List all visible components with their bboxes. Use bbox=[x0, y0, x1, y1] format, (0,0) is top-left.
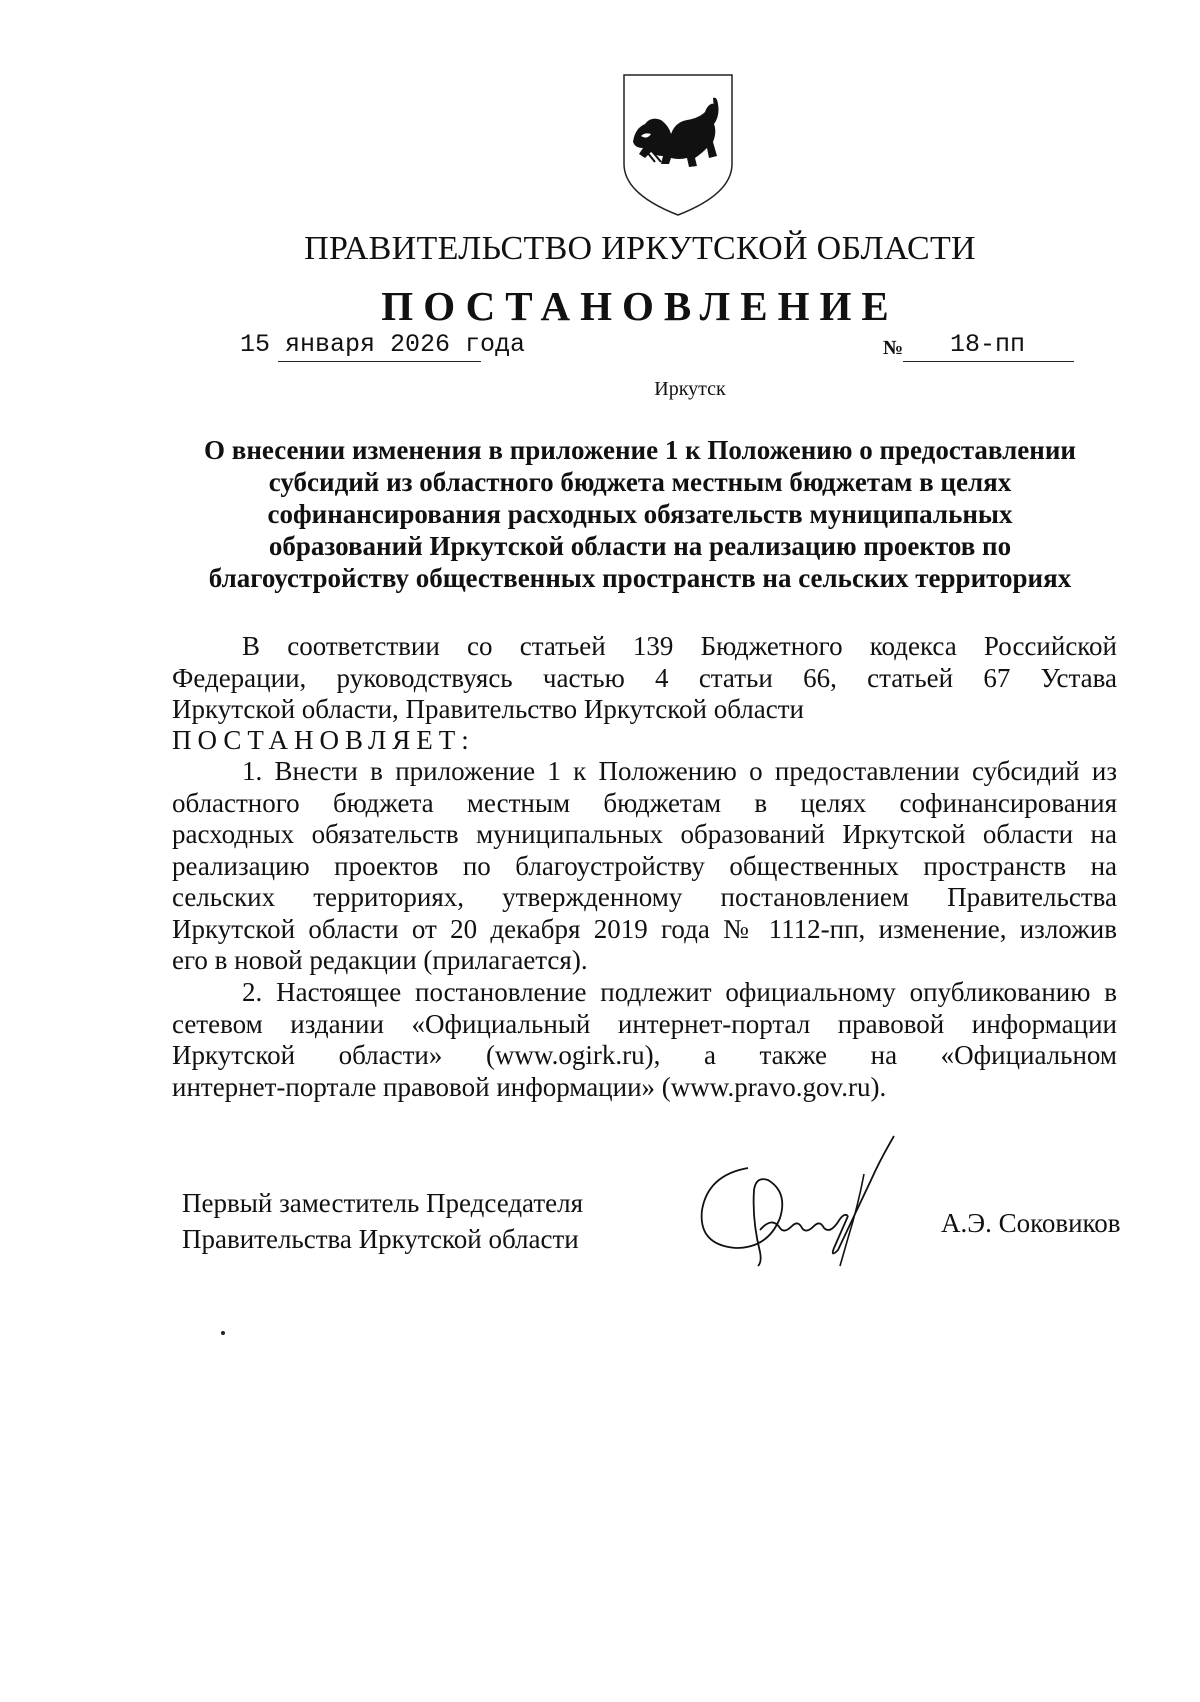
text-line: Иркутской области» (www.ogirk.ru), а также на «Официальном bbox=[172, 1040, 1117, 1070]
document-number: 18-пп bbox=[950, 330, 1026, 359]
document-type: ПОСТАНОВЛЕНИЕ bbox=[381, 283, 899, 329]
document-heading bbox=[150, 434, 1130, 594]
text-line: В соответствии со статьей 139 Бюджетного кодекса Российской bbox=[242, 631, 1117, 661]
signer-name: А.Э. Соковиков bbox=[941, 1208, 1121, 1238]
text-line: расходных обязательств муниципальных образований Иркутской области на bbox=[172, 819, 1117, 849]
coat-of-arms-icon bbox=[621, 72, 735, 218]
text-line: областного бюджета местным бюджетам в целях софинансирования bbox=[172, 787, 1117, 818]
government-title: ПРАВИТЕЛЬСТВО ИРКУТСКОЙ ОБЛАСТИ bbox=[304, 230, 976, 267]
signer-position-line: Первый заместитель Председателя bbox=[182, 1188, 584, 1218]
text-line: сельских территориях, утвержденному постановлением Правительства bbox=[172, 882, 1117, 912]
text-line: интернет-портале правовой информации» (www.pravo.gov.ru). bbox=[172, 1071, 887, 1102]
heading-line: благоустройству общественных пространств на сельских территориях bbox=[208, 563, 1072, 593]
city: Иркутск bbox=[654, 378, 726, 400]
text-line: реализацию проектов по благоустройству общественных пространств на bbox=[172, 850, 1117, 881]
heading-line: софинансирования расходных обязательств муниципальных bbox=[267, 499, 1013, 529]
item-2-paragraph bbox=[172, 977, 1117, 1103]
text-line: его в новой редакции (прилагается). bbox=[172, 945, 588, 975]
text-line: 1. Внести в приложение 1 к Положению о предоставлении субсидий из bbox=[242, 756, 1117, 786]
signer-position bbox=[182, 1185, 583, 1257]
text-line: Иркутской области от 20 декабря 2019 года № 1112-пп, изменение, изложив bbox=[172, 913, 1117, 944]
intro-paragraph bbox=[172, 631, 1117, 726]
text-line: сетевом издании «Официальный интернет-портал правовой информации bbox=[172, 1008, 1117, 1039]
signer-position-line: Правительства Иркутской области bbox=[182, 1224, 579, 1254]
resolve-word: ПОСТАНОВЛЯЕТ: bbox=[172, 725, 475, 755]
text-line: 2. Настоящее постановление подлежит официальному опубликованию в bbox=[242, 977, 1117, 1007]
date-underline bbox=[278, 361, 481, 362]
number-underline bbox=[903, 361, 1074, 362]
signature-icon bbox=[688, 1130, 928, 1270]
item-1-paragraph bbox=[172, 756, 1117, 977]
heading-line: образований Иркутской области на реализацию проектов по bbox=[268, 531, 1012, 561]
document-date: 15 января 2026 года bbox=[240, 330, 526, 359]
stray-dot bbox=[221, 1331, 225, 1335]
heading-line: субсидий из областного бюджета местным бюджетам в целях bbox=[268, 467, 1012, 497]
text-line: Федерации, руководствуясь частью 4 статьи 66, статьей 67 Устава bbox=[172, 662, 1117, 693]
heading-line: О внесении изменения в приложение 1 к Положению о предоставлении bbox=[204, 435, 1076, 465]
number-sign: № bbox=[883, 337, 904, 359]
text-line: Иркутской области, Правительство Иркутской области bbox=[172, 694, 804, 724]
